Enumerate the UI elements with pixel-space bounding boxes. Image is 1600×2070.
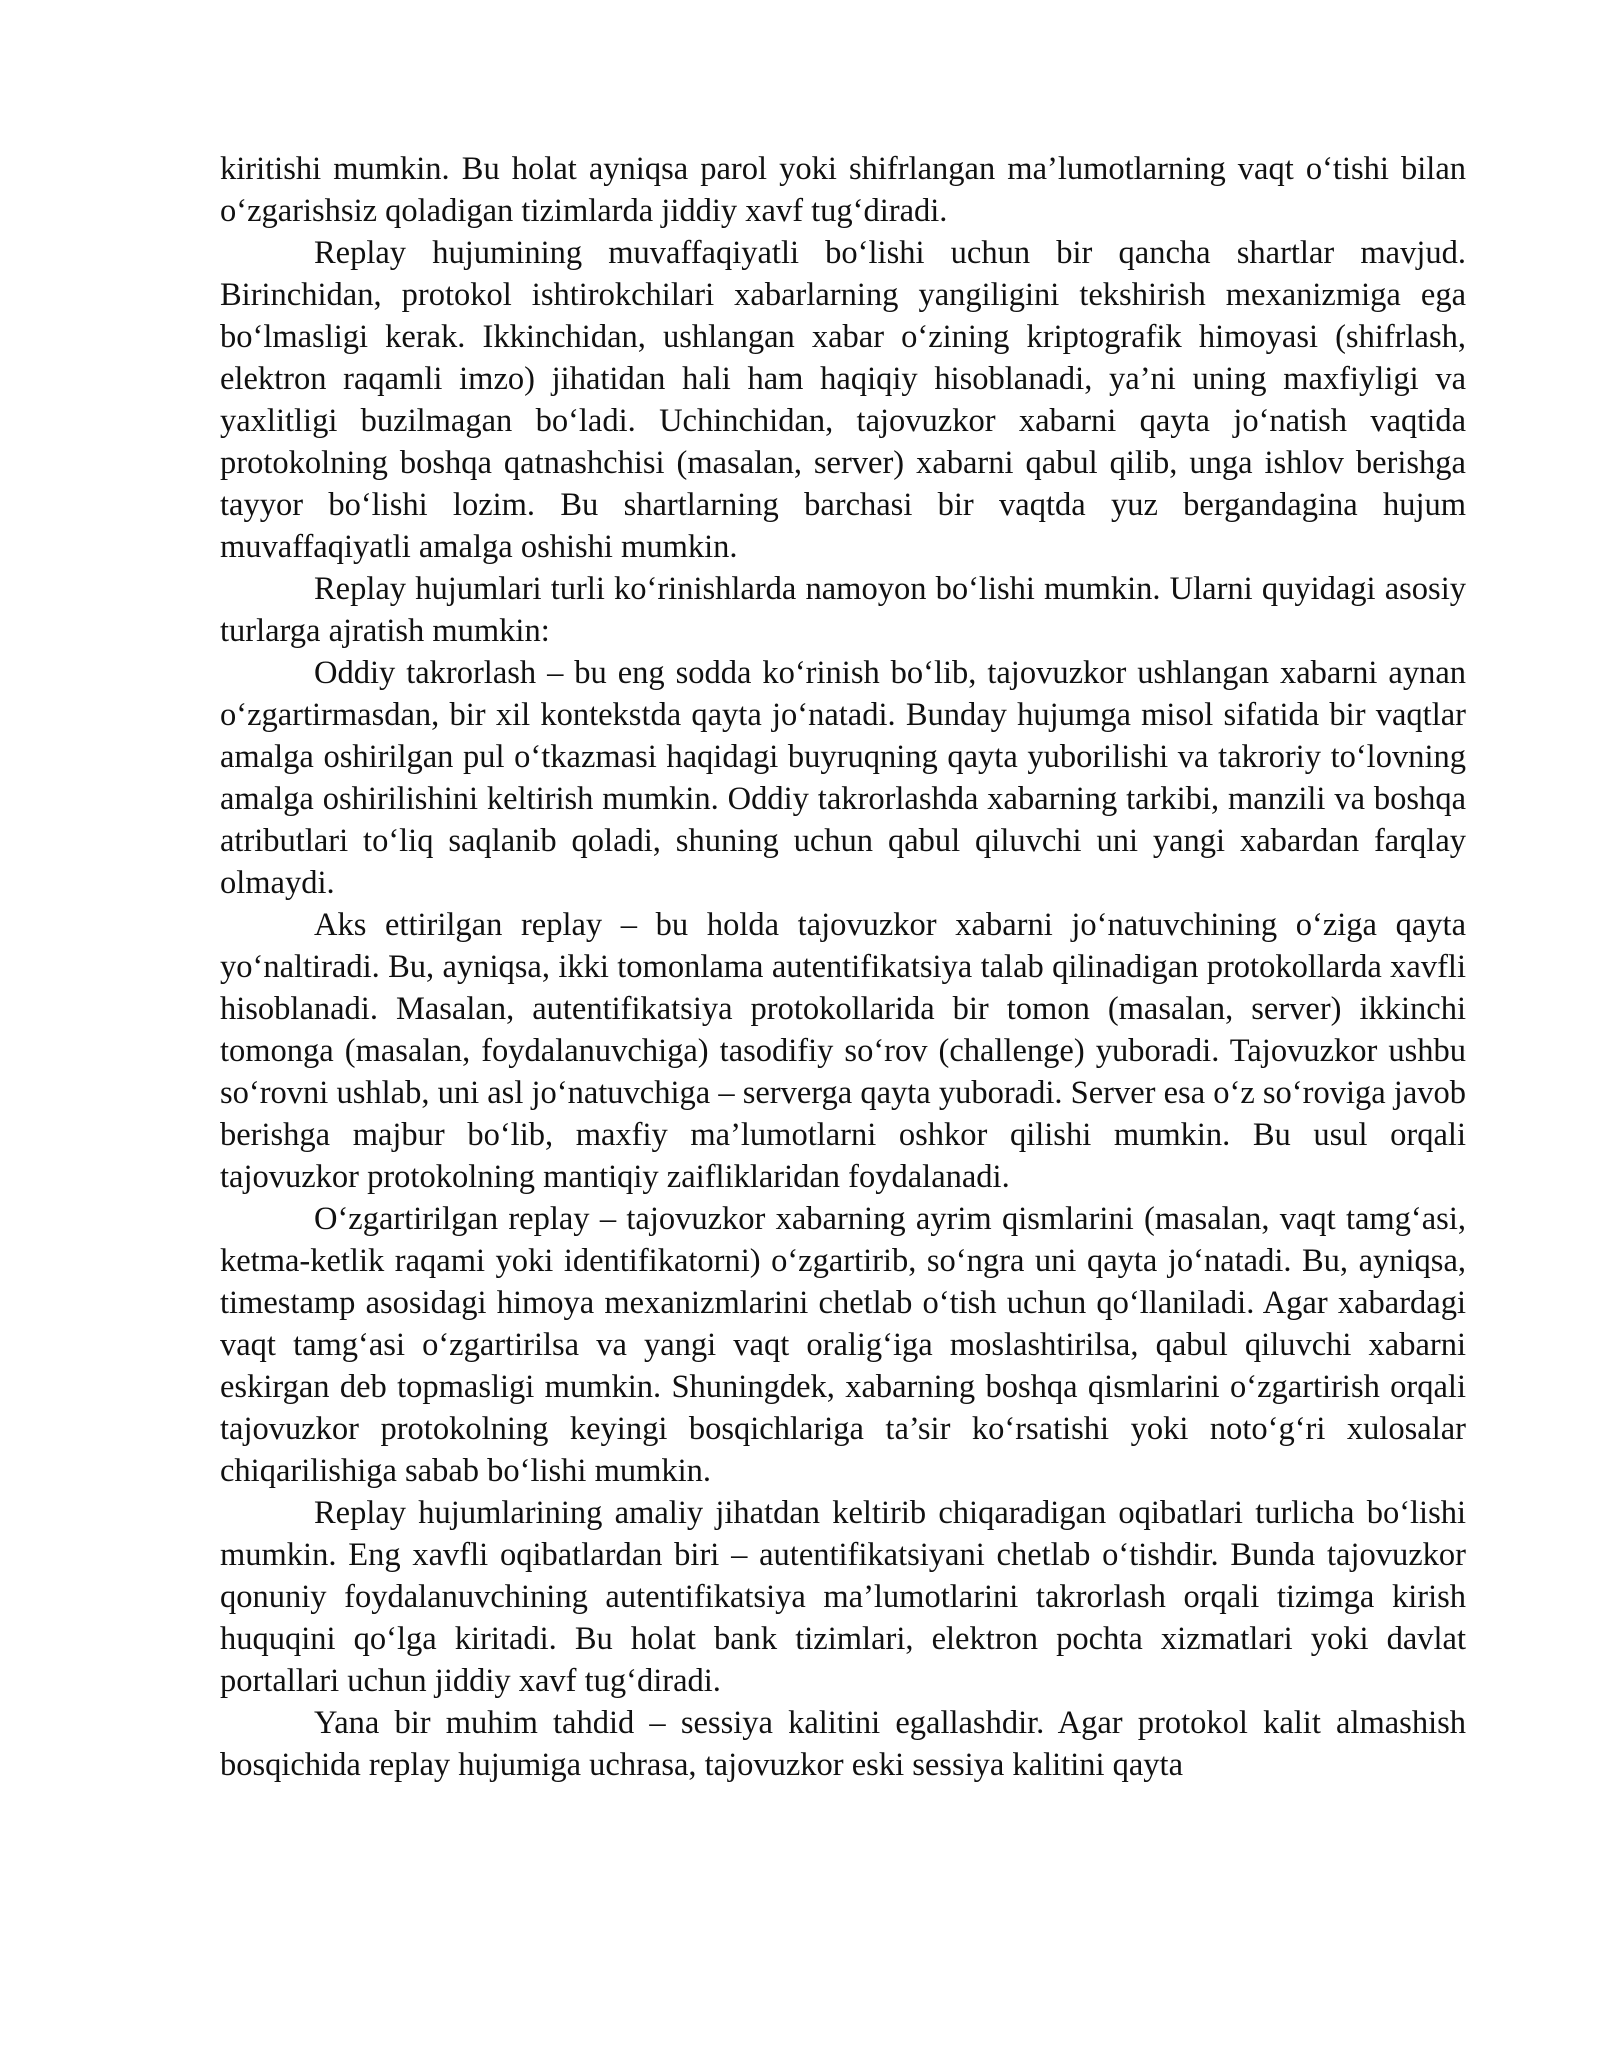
paragraph-modified-replay: O‘zgartirilgan replay – tajovuzkor xabarning ayrim qismlarini (masalan, vaqt tamg‘asi, ketma-ketlik raqami yoki identifikatorni) o‘zgartirib, so‘ngra uni qayta jo‘natadi. Bu, ayniqsa, timestamp asosidagi himoya mexanizmlarini chetlab o‘tish uchun qo‘llaniladi. Agar xabardagi vaqt tamg‘asi o‘zgartirilsa va yangi vaqt oralig‘iga moslashtirilsa, qabul qiluvchi xabarni eskirgan deb topmasligi mumkin. Shuningdek, xabarning boshqa qismlarini o‘zgartirish orqali tajovuzkor protokolning keyingi bosqichlariga ta’sir ko‘rsatishi yoki noto‘g‘ri xulosalar chiqarilishiga sabab bo‘lishi mumkin. xyxy=(220,1201,1466,1489)
document-page xyxy=(220,148,1466,1786)
paragraph-session-key-threat: Yana bir muhim tahdid – sessiya kalitini egallashdir. Agar protokol kalit almashish bosqichida replay hujumiga uchrasa, tajovuzkor eski sessiya kalitini qayta xyxy=(220,1705,1466,1783)
paragraph-replay-types-intro: Replay hujumlari turli ko‘rinishlarda namoyon bo‘lishi mumkin. Ularni quyidagi asosiy turlarga ajratish mumkin: xyxy=(220,571,1466,649)
paragraph-replay-consequences: Replay hujumlarining amaliy jihatdan keltirib chiqaradigan oqibatlari turlicha bo‘lishi mumkin. Eng xavfli oqibatlardan biri – autentifikatsiyani chetlab o‘tishdir. Bunda tajovuzkor qonuniy foydalanuvchining autentifikatsiya ma’lumotlarini takrorlash orqali tizimga kirish huquqini qo‘lga kiritadi. Bu holat bank tizimlari, elektron pochta xizmatlari yoki davlat portallari uchun jiddiy xavf tug‘diradi. xyxy=(220,1495,1466,1699)
paragraph-continuation: kiritishi mumkin. Bu holat ayniqsa parol yoki shifrlangan ma’lumotlarning vaqt o‘tishi bilan o‘zgarishsiz qoladigan tizimlarda jiddiy xavf tug‘diradi. xyxy=(220,151,1466,229)
paragraph-simple-replay: Oddiy takrorlash – bu eng sodda ko‘rinish bo‘lib, tajovuzkor ushlangan xabarni aynan o‘zgartirmasdan, bir xil kontekstda qayta jo‘natadi. Bunday hujumga misol sifatida bir vaqtlar amalga oshirilgan pul o‘tkazmasi haqidagi buyruqning qayta yuborilishi va takroriy to‘lovning amalga oshirilishini keltirish mumkin. Oddiy takrorlashda xabarning tarkibi, manzili va boshqa atributlari to‘liq saqlanib qoladi, shuning uchun qabul qiluvchi uni yangi xabardan farqlay olmaydi. xyxy=(220,655,1466,901)
paragraph-replay-conditions: Replay hujumining muvaffaqiyatli bo‘lishi uchun bir qancha shartlar mavjud. Birinchidan, protokol ishtirokchilari xabarlarning yangiligini tekshirish mexanizmiga ega bo‘lmasligi kerak. Ikkinchidan, ushlangan xabar o‘zining kriptografik himoyasi (shifrlash, elektron raqamli imzo) jihatidan hali ham haqiqiy hisoblanadi, ya’ni uning maxfiyligi va yaxlitligi buzilmagan bo‘ladi. Uchinchidan, tajovuzkor xabarni qayta jo‘natish vaqtida protokolning boshqa qatnashchisi (masalan, server) xabarni qabul qilib, unga ishlov berishga tayyor bo‘lishi lozim. Bu shartlarning barchasi bir vaqtda yuz bergandagina hujum muvaffaqiyatli amalga oshishi mumkin. xyxy=(220,235,1466,565)
paragraph-reflected-replay: Aks ettirilgan replay – bu holda tajovuzkor xabarni jo‘natuvchining o‘ziga qayta yo‘naltiradi. Bu, ayniqsa, ikki tomonlama autentifikatsiya talab qilinadigan protokollarda xavfli hisoblanadi. Masalan, autentifikatsiya protokollarida bir tomon (masalan, server) ikkinchi tomonga (masalan, foydalanuvchiga) tasodifiy so‘rov (challenge) yuboradi. Tajovuzkor ushbu so‘rovni ushlab, uni asl jo‘natuvchiga – serverga qayta yuboradi. Server esa o‘z so‘roviga javob berishga majbur bo‘lib, maxfiy ma’lumotlarni oshkor qilishi mumkin. Bu usul orqali tajovuzkor protokolning mantiqiy zaifliklaridan foydalanadi. xyxy=(220,907,1466,1195)
